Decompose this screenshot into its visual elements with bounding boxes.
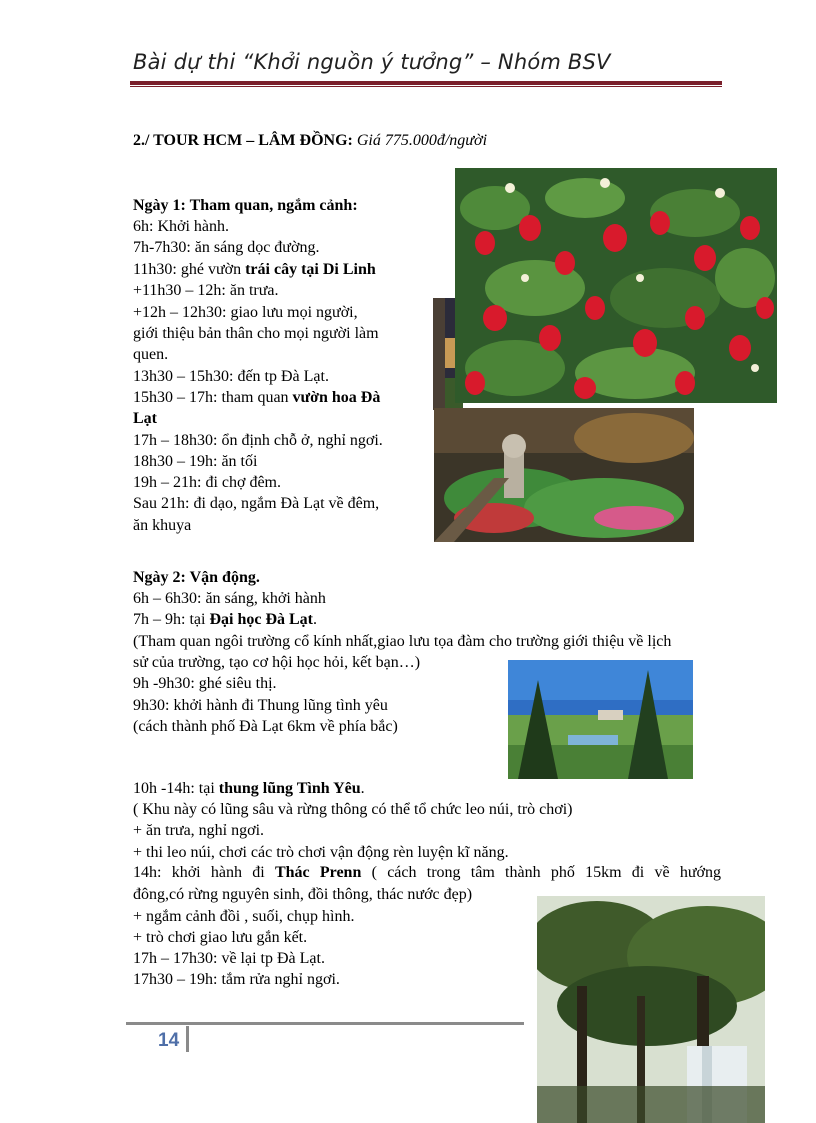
header-title: Bài dự thi “Khởi nguồn ý tưởng” – Nhóm BSV	[133, 50, 611, 74]
tour-title: 2./ TOUR HCM – LÂM ĐỒNG:	[133, 132, 353, 149]
day2-line-8-text: 10h -14h: tại	[133, 780, 219, 797]
day1-line-12: 18h30 – 19h: ăn tối	[133, 453, 258, 470]
day1-line-9-bold: vườn hoa Đà	[292, 389, 381, 406]
day2-line-8	[133, 779, 365, 799]
footer-divider	[186, 1026, 189, 1052]
day2-line-3: (Tham quan ngôi trường cổ kính nhất,giao lưu tọa đàm cho trường giới thiệu về lịch	[133, 633, 672, 650]
day2-line-16: 17h – 17h30: về lại tp Đà Lạt.	[133, 950, 325, 967]
day1-line-11: 17h – 18h30: ổn định chỗ ở, nghỉ ngơi.	[133, 432, 383, 449]
day1-line-3-bold: trái cây tại Di Linh	[245, 261, 376, 278]
day1-title: Ngày 1: Tham quan, ngắm cảnh:	[133, 197, 358, 214]
day2-line-14: + ngắm cảnh đồi , suối, chụp hình.	[133, 908, 355, 925]
tour-heading	[133, 132, 487, 150]
day1-line-6: giới thiệu bản thân cho mọi người làm	[133, 325, 379, 342]
photo-flower-garden-night	[434, 408, 694, 542]
day1-line-10: Lạt	[133, 410, 157, 427]
day2-line-8-end: .	[360, 780, 365, 797]
photo-prenn-waterfall	[537, 896, 765, 1123]
day2-line-1: 6h – 6h30: ăn sáng, khởi hành	[133, 590, 326, 607]
day2-line-12	[133, 864, 721, 882]
day2-line-13: đông,có rừng nguyên sinh, đồi thông, thác nước đẹp)	[133, 886, 473, 903]
day1-line-5: +12h – 12h30: giao lưu mọi người,	[133, 304, 358, 321]
header-rule-thin	[130, 86, 722, 87]
day2-line-2	[133, 610, 317, 630]
day2-line-6: 9h30: khởi hành đi Thung lũng tình yêu	[133, 697, 388, 714]
day1-line-9	[133, 388, 380, 408]
day1-line-1: 6h: Khởi hành.	[133, 218, 230, 235]
header-rule-thick	[130, 81, 722, 85]
footer-rule	[126, 1022, 524, 1025]
day2-line-4: sử của trường, tạo cơ hội học hỏi, kết bạn…)	[133, 654, 421, 671]
day2-line-12-end: ( cách trong tâm thành phố 15km đi về hướng	[361, 864, 722, 881]
day2-line-11: + thi leo núi, chơi các trò chơi vận động rèn luyện kĩ năng.	[133, 844, 509, 861]
day1-line-8: 13h30 – 15h30: đến tp Đà Lạt.	[133, 368, 329, 385]
day1-line-14: Sau 21h: đi dạo, ngắm Đà Lạt về đêm,	[133, 495, 380, 512]
day2-line-15: + trò chơi giao lưu gắn kết.	[133, 929, 308, 946]
day2-line-8-bold: thung lũng Tình Yêu	[218, 780, 361, 797]
day1-line-3	[133, 260, 376, 280]
day2-line-2-text: 7h – 9h: tại	[133, 611, 210, 628]
day2-line-12-text: 14h: khởi hành đi	[133, 864, 275, 881]
day2-line-7: (cách thành phố Đà Lạt 6km về phía bắc)	[133, 718, 398, 735]
day2-line-9: ( Khu này có lũng sâu và rừng thông có thể tổ chức leo núi, trò chơi)	[133, 801, 573, 818]
day1-line-4: +11h30 – 12h: ăn trưa.	[133, 282, 279, 299]
day1-line-13: 19h – 21h: đi chợ đêm.	[133, 474, 281, 491]
day1-line-2: 7h-7h30: ăn sáng dọc đường.	[133, 239, 320, 256]
tour-price: Giá 775.000đ/người	[356, 132, 488, 149]
day2-line-2-end: .	[313, 611, 317, 628]
day2-title: Ngày 2: Vận động.	[133, 569, 260, 586]
page-number: 14	[158, 1030, 180, 1051]
day2-line-17: 17h30 – 19h: tắm rửa nghỉ ngơi.	[133, 971, 340, 988]
day1-line-3-text: 11h30: ghé vườn	[133, 261, 246, 278]
photo-valley-of-love	[508, 660, 693, 779]
day2-line-2-bold: Đại học Đà Lạt	[209, 611, 313, 628]
day1-line-15: ăn khuya	[133, 517, 192, 534]
day1-line-9-text: 15h30 – 17h: tham quan	[133, 389, 293, 406]
day2-line-10: + ăn trưa, nghỉ ngơi.	[133, 822, 265, 839]
day1-line-7: quen.	[133, 346, 169, 363]
photo-strawberries	[455, 168, 777, 403]
day2-line-5: 9h -9h30: ghé siêu thị.	[133, 675, 277, 692]
day2-line-12-bold: Thác Prenn	[274, 864, 362, 881]
